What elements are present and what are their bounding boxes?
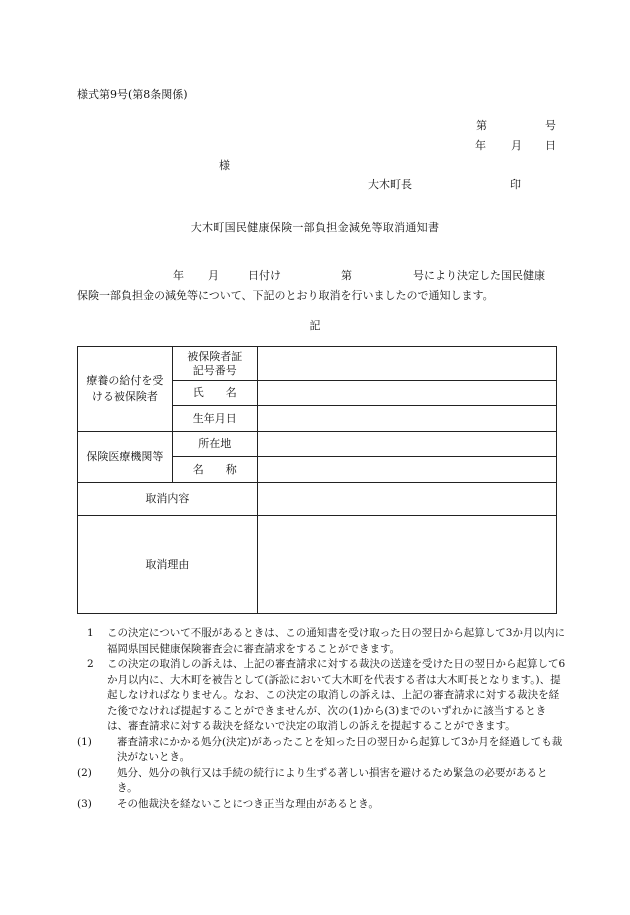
body-date-suffix: 日付け xyxy=(248,269,281,282)
birthdate-label: 生年月日 xyxy=(172,406,257,432)
insured-id-label: 被保険者証記号番号 xyxy=(172,347,257,381)
subnote-text: 審査請求にかかる処分(決定)があったことを知った日の翌日から起算して3か月を経過しても裁決がないとき。 xyxy=(117,735,563,763)
address-field[interactable] xyxy=(257,432,556,457)
addressee-honorific: 様 xyxy=(219,159,230,172)
body-date-month: 月 xyxy=(208,269,219,282)
issue-day-label: 日 xyxy=(545,139,556,152)
note-text: この決定の取消しの訴えは、上記の審査請求に対する裁決の送達を受けた日の翌日から起算して6か月以内に、大木町を被告として(訴訟において大木町を代表する者は大木町長となります。)、提起しなければなりません。なお、この決定の取消しの訴えは、上記の審査請求に対する裁決を経た後でなければ提起することができませんが、次の(1)から(3)までのいずれかに該当するときは、審査請求に対する裁決を経ないで決定の取消しの訴えを提起することができます。 xyxy=(107,658,566,732)
subnote-item xyxy=(77,735,567,766)
cancel-content-label: 取消内容 xyxy=(78,483,258,516)
insured-group-label: 療養の給付を受ける被保険者 xyxy=(78,347,173,432)
subnote-text: その他裁決を経ないことにつき正当な理由があるとき。 xyxy=(117,797,379,810)
ki-heading: 記 xyxy=(309,319,321,332)
body-number-prefix: 第 xyxy=(341,269,352,282)
institution-group-label: 保険医療機関等 xyxy=(78,432,173,483)
issue-year-label: 年 xyxy=(475,139,486,152)
note-text: この決定について不服があるときは、この通知書を受け取った日の翌日から起算して3か月以内に福岡県国民健康保険審査会に審査請求をすることができます。 xyxy=(107,627,565,655)
issuer-name: 大木町長 xyxy=(368,178,412,191)
address-label: 所在地 xyxy=(172,432,257,457)
cancel-reason-field[interactable] xyxy=(257,516,556,614)
name-field[interactable] xyxy=(257,381,556,406)
document-number-prefix: 第 xyxy=(476,119,487,132)
document-number-suffix: 号 xyxy=(545,119,556,132)
note-item xyxy=(77,657,567,735)
insured-id-field[interactable] xyxy=(257,347,556,381)
subnote-item xyxy=(77,766,567,797)
notes-section xyxy=(77,626,567,812)
subnote-number: (1) xyxy=(77,735,92,748)
institution-name-field[interactable] xyxy=(257,457,556,483)
body-date-year: 年 xyxy=(173,269,184,282)
note-number: 1 xyxy=(87,627,94,639)
seal-mark: 印 xyxy=(510,178,521,191)
institution-name-label: 名 称 xyxy=(172,457,257,483)
birthdate-field[interactable] xyxy=(257,406,556,432)
details-table xyxy=(77,346,557,614)
name-label: 氏 名 xyxy=(172,381,257,406)
body-line2: 保険一部負担金の減免等について、下記のとおり取消を行いましたので通知します。 xyxy=(77,289,494,302)
body-line1-rest: 号により決定した国民健康 xyxy=(413,269,545,282)
subnote-number: (2) xyxy=(77,766,92,779)
note-number: 2 xyxy=(87,658,94,670)
subnote-text: 処分、処分の執行又は手続の続行により生ずる著しい損害を避けるため緊急の必要があるとき。 xyxy=(117,766,548,794)
note-item xyxy=(77,626,567,657)
cancel-reason-label: 取消理由 xyxy=(78,516,258,614)
form-number: 様式第9号(第8条関係) xyxy=(77,88,188,101)
subnote-number: (3) xyxy=(77,797,92,810)
cancel-content-field[interactable] xyxy=(257,483,556,516)
issue-month-label: 月 xyxy=(511,139,522,152)
document-title: 大木町国民健康保険一部負担金減免等取消通知書 xyxy=(190,221,440,234)
subnote-item xyxy=(77,797,567,813)
